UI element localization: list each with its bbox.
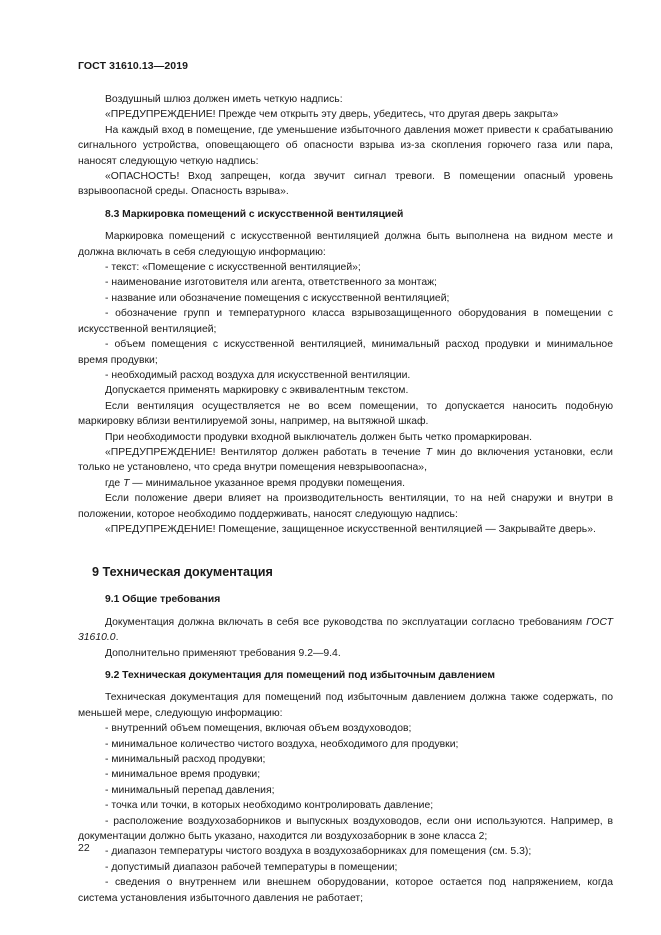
list-item: - внутренний объем помещения, включая объем воздуховодов; bbox=[105, 723, 412, 735]
list-item: - расположение воздухозаборников и выпускных воздуховодов, если они используются. Например, в документации должно быть указано, находится ли воздухозаборник в зоне класса 2; bbox=[78, 815, 613, 843]
variable-t: T bbox=[123, 477, 130, 489]
list-item: - минимальный перепад давления; bbox=[105, 784, 275, 796]
list-item: - наименование изготовителя или агента, ответственного за монтаж; bbox=[105, 277, 437, 289]
list-item: - текст: «Помещение с искусственной вентиляцией»; bbox=[105, 262, 361, 274]
paragraph-fan-warning bbox=[78, 445, 613, 476]
list-item: - допустимый диапазон рабочей температуры в помещении; bbox=[105, 861, 398, 873]
standard-reference: ГОСТ 31610.0 bbox=[78, 616, 613, 644]
paragraph-9-2-intro: Техническая документация для помещений под избыточным давлением должна также содержать, по меньшей мере, следующую информацию: bbox=[78, 692, 613, 719]
where-text-end: — минимальное указанное время продувки помещения. bbox=[129, 477, 406, 489]
list-item: - точка или точки, в которых необходимо контролировать давление; bbox=[105, 800, 434, 812]
paragraph-entrance-rule: На каждый вход в помещение, где уменьшение избыточного давления может привести к срабатыванию сигнального устройства, оповещающего об опасности взрыва из-за скопления горючего газа или пара, наносят следующую четкую надпись: bbox=[78, 124, 613, 167]
heading-8-3: 8.3 Маркировка помещений с искусственной вентиляцией bbox=[105, 208, 404, 220]
list-item: - минимальное время продувки; bbox=[105, 769, 261, 781]
fan-warning-text-end: мин до включения установки, если только не установлено, что среда внутри помещения невзрывоопасна», bbox=[78, 446, 613, 474]
docs-text-end: . bbox=[115, 632, 119, 644]
paragraph-switch-marking: При необходимости продувки входной выключатель должен быть четко промаркирован. bbox=[105, 431, 533, 443]
list-item: - необходимый расход воздуха для искусственной вентиляции. bbox=[105, 369, 411, 381]
paragraph-danger-sign: «ОПАСНОСТЬ! Вход запрещен, когда звучит сигнал тревоги. В помещении опасный уровень взрывоопасной среды. Опасность взрыва». bbox=[78, 171, 613, 198]
list-item: - минимальный расход продувки; bbox=[105, 754, 266, 766]
paragraph-9-1-docs bbox=[78, 615, 613, 646]
paragraph-9-1-additional: Дополнительно применяют требования 9.2—9.4. bbox=[105, 647, 341, 659]
paragraph-8-3-intro: Маркировка помещений с искусственной вентиляцией должна быть выполнена на видном месте и должна включать в себя следующую информацию: bbox=[78, 231, 613, 258]
list-item: - название или обозначение помещения с искусственной вентиляцией; bbox=[105, 292, 450, 304]
paragraph-door-position: Если положение двери влияет на производительность вентиляции, то на ней снаружи и внутри в положении, которое необходимо поддерживать, наносят следующую надпись: bbox=[78, 493, 613, 520]
page-content bbox=[78, 92, 613, 906]
paragraph-equivalent-text: Допускается применять маркировку с эквивалентным текстом. bbox=[105, 385, 409, 397]
list-item: - объем помещения с искусственной вентиляцией, минимальный расход продувки и минимальное время продувки; bbox=[78, 339, 613, 366]
list-item: - минимальное количество чистого воздуха, необходимого для продувки; bbox=[105, 738, 459, 750]
variable-t: T bbox=[425, 446, 432, 458]
list-item: - диапазон температуры чистого воздуха в воздухозаборниках для помещения (см. 5.3); bbox=[105, 846, 532, 858]
paragraph-airlock-label: Воздушный шлюз должен иметь четкую надпись: bbox=[105, 94, 343, 105]
docs-text-start: Документация должна включать в себя все руководства по эксплуатации согласно требованиям bbox=[105, 616, 587, 628]
list-item: - обозначение групп и температурного класса взрывозащищенного оборудования в помещении с искусственной вентиляцией; bbox=[78, 308, 613, 335]
paragraph-where-t bbox=[78, 476, 613, 491]
heading-9-2: 9.2 Техническая документация для помещений под избыточным давлением bbox=[105, 670, 495, 681]
paragraph-partial-ventilation: Если вентиляция осуществляется не во всем помещении, то допускается наносить подобную маркировку вблизи вентилируемой зоны, например, на вытяжной шкаф. bbox=[78, 400, 613, 428]
heading-9-1: 9.1 Общие требования bbox=[105, 594, 221, 606]
document-code-header: ГОСТ 31610.13—2019 bbox=[78, 60, 189, 72]
page-number: 22 bbox=[78, 842, 90, 854]
paragraph-door-warning: «ПРЕДУПРЕЖДЕНИЕ! Помещение, защищенное искусственной вентиляцией — Закрывайте дверь». bbox=[105, 523, 596, 535]
where-text-start: где bbox=[105, 477, 124, 489]
heading-section-9: 9 Техническая документация bbox=[92, 565, 273, 580]
paragraph-airlock-warning: «ПРЕДУПРЕЖДЕНИЕ! Прежде чем открыть эту дверь, убедитесь, что другая дверь закрыта» bbox=[105, 109, 559, 121]
fan-warning-text-start: «ПРЕДУПРЕЖДЕНИЕ! Вентилятор должен работать в течение bbox=[105, 446, 426, 458]
list-item: - сведения о внутреннем или внешнем оборудовании, которое остается под напряжением, когда система установления избыточного давления не работает; bbox=[78, 877, 613, 904]
